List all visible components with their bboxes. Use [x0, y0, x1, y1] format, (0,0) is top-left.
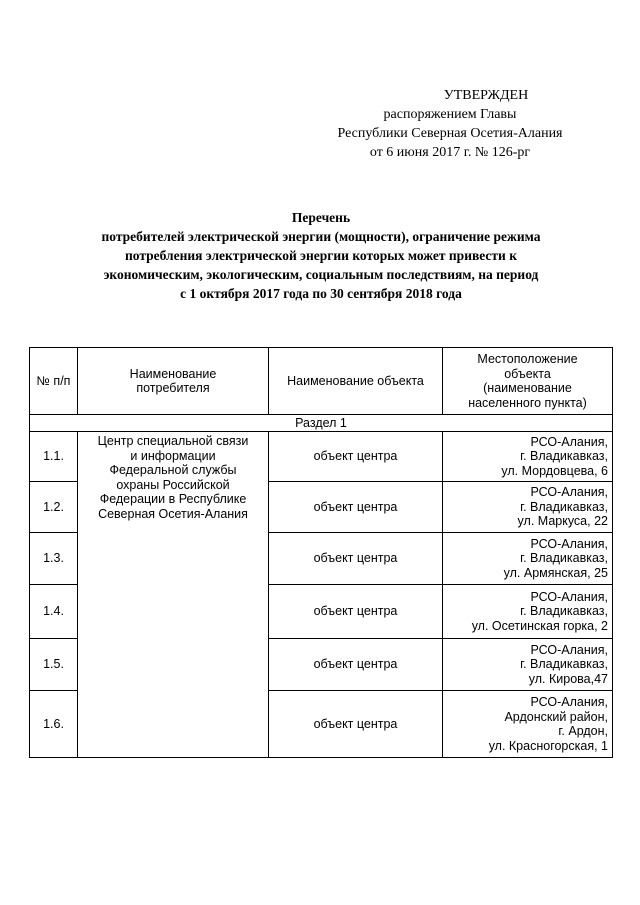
row-object: объект центра [269, 482, 443, 533]
approval-date: от 6 июня 2017 г. № 126-рг [369, 145, 531, 160]
table-header-row [30, 348, 613, 415]
approval-heading: УТВЕРЖДЕН [443, 88, 529, 103]
row-num: 1.3. [30, 533, 78, 585]
title-line: потребителей электрической энергии (мощности), ограничение режима [101, 229, 541, 244]
section-label: Раздел 1 [30, 415, 613, 432]
row-location: РСО-Алания, г. Владикавказ, ул. Осетинская горка, 2 [443, 585, 613, 639]
header-consumer: Наименование потребителя [78, 348, 269, 415]
title-line: экономическим, экологическим, социальным последствиям, на период [103, 267, 539, 282]
row-num: 1.5. [30, 639, 78, 691]
row-location: РСО-Алания, г. Владикавказ, ул. Армянская, 25 [443, 533, 613, 585]
consumers-table [29, 347, 613, 758]
row-location: РСО-Алания, г. Владикавказ, ул. Мордовцева, 6 [443, 432, 613, 482]
row-object: объект центра [269, 639, 443, 691]
document-title [40, 208, 602, 303]
header-num: № п/п [30, 348, 78, 415]
row-num: 1.2. [30, 482, 78, 533]
row-object: объект центра [269, 585, 443, 639]
header-location: Местоположение объекта (наименование населенного пункта) [443, 348, 613, 415]
header-object: Наименование объекта [269, 348, 443, 415]
approval-line: распоряжением Главы [383, 107, 517, 122]
title-line: потребления электрической энергии которых может привести к [125, 248, 517, 263]
consumer-cell: Центр специальной связи и информации Федеральной службы охраны Российской Федерации в Республике Северная Осетия-Алания [78, 432, 269, 758]
row-object: объект центра [269, 691, 443, 758]
title-line: с 1 октября 2017 года по 30 сентября 2018 года [180, 286, 462, 301]
approval-line: Республики Северная Осетия-Алания [337, 126, 563, 141]
title-line: Перечень [291, 210, 351, 225]
row-num: 1.1. [30, 432, 78, 482]
section-row [30, 415, 613, 432]
row-object: объект центра [269, 432, 443, 482]
row-object: объект центра [269, 533, 443, 585]
row-location: РСО-Алания, г. Владикавказ, ул. Кирова,47 [443, 639, 613, 691]
row-location: РСО-Алания, Ардонский район, г. Ардон, ул. Красногорская, 1 [443, 691, 613, 758]
table-row [30, 432, 613, 482]
row-num: 1.6. [30, 691, 78, 758]
approval-block [300, 86, 600, 162]
row-location: РСО-Алания, г. Владикавказ, ул. Маркуса, 22 [443, 482, 613, 533]
row-num: 1.4. [30, 585, 78, 639]
